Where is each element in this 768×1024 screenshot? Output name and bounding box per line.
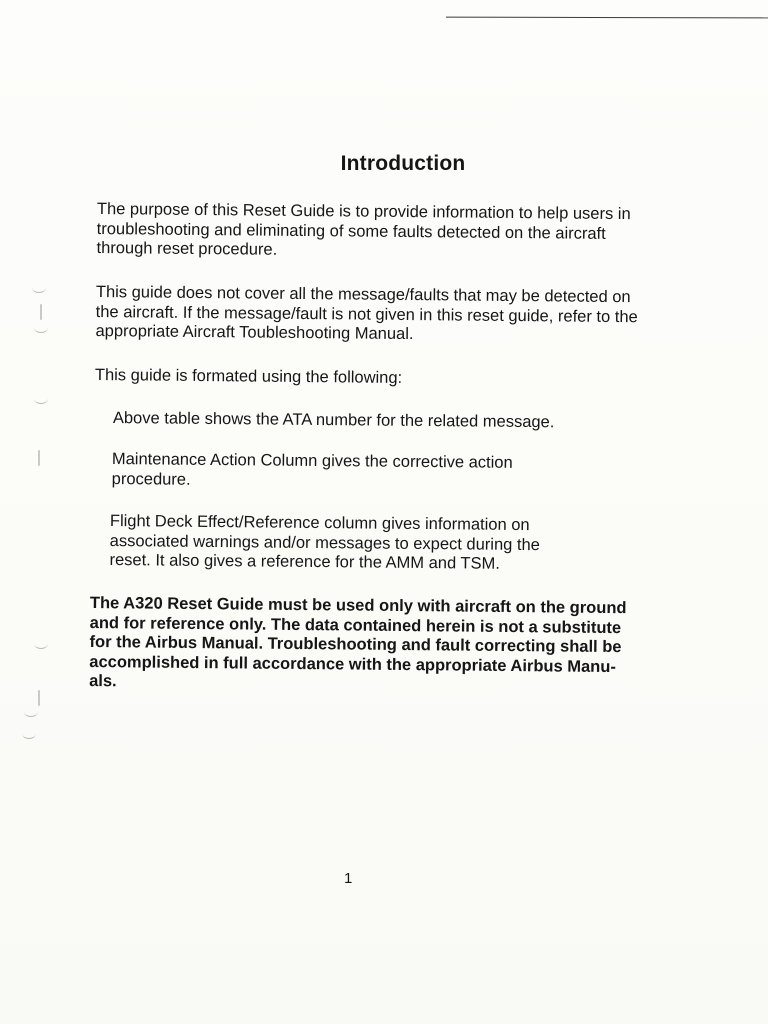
text-line: associated warnings and/or messages to expect during the [109,531,540,554]
text-line: Flight Deck Effect/Reference column gives information on [109,512,530,535]
text-line: Above table shows the ATA number for the related message. [112,409,555,432]
text-line: accomplished in full accordance with the appropriate Airbus Manu- [89,652,616,676]
text-line: The A320 Reset Guide must be used only with aircraft on the ground [89,594,627,618]
text-line: and for reference only. The data contained herein is not a substitute [89,613,622,637]
text-line: This guide does not cover all the message/faults that may be detected on [95,283,631,307]
scan-artifact [40,304,42,320]
scan-artifact [38,690,40,706]
scan-artifact [34,322,48,333]
scan-artifact [32,282,46,293]
coverage-paragraph [95,283,638,347]
text-line: reset. It also gives a reference for the AMM and TSM. [109,550,500,573]
intro-paragraph [96,200,630,264]
text-line: Maintenance Action Column gives the corrective action [111,450,513,472]
page-title: Introduction [340,152,466,175]
scan-artifact [34,638,48,649]
scan-artifact [34,393,48,404]
text-line: through reset procedure. [96,238,278,259]
text-line: the aircraft. If the message/fault is not given in this reset guide, refer to the [95,302,638,326]
format-intro-paragraph [95,366,402,388]
text-line: troubleshooting and eliminating of some faults detected on the aircraft [96,219,606,243]
text-line: The purpose of this Reset Guide is to provide information to help users in [96,200,631,224]
text-line: als. [89,671,117,691]
header-rule [446,17,768,19]
warning-paragraph [89,594,627,697]
scan-artifact [22,728,36,739]
format-item-maintenance-action [112,450,513,493]
format-item-flight-deck-effect [109,512,540,575]
text-line: procedure. [111,469,191,489]
text-line: appropriate Aircraft Toubleshooting Manual. [95,321,414,344]
scan-artifact [24,706,38,717]
format-item-ata [113,409,555,433]
scan-artifact [38,450,40,466]
text-line: This guide is formated using the following: [94,366,403,387]
text-line: for the Airbus Manual. Troubleshooting and fault correcting shall be [89,632,622,657]
page-number: 1 [344,870,353,887]
